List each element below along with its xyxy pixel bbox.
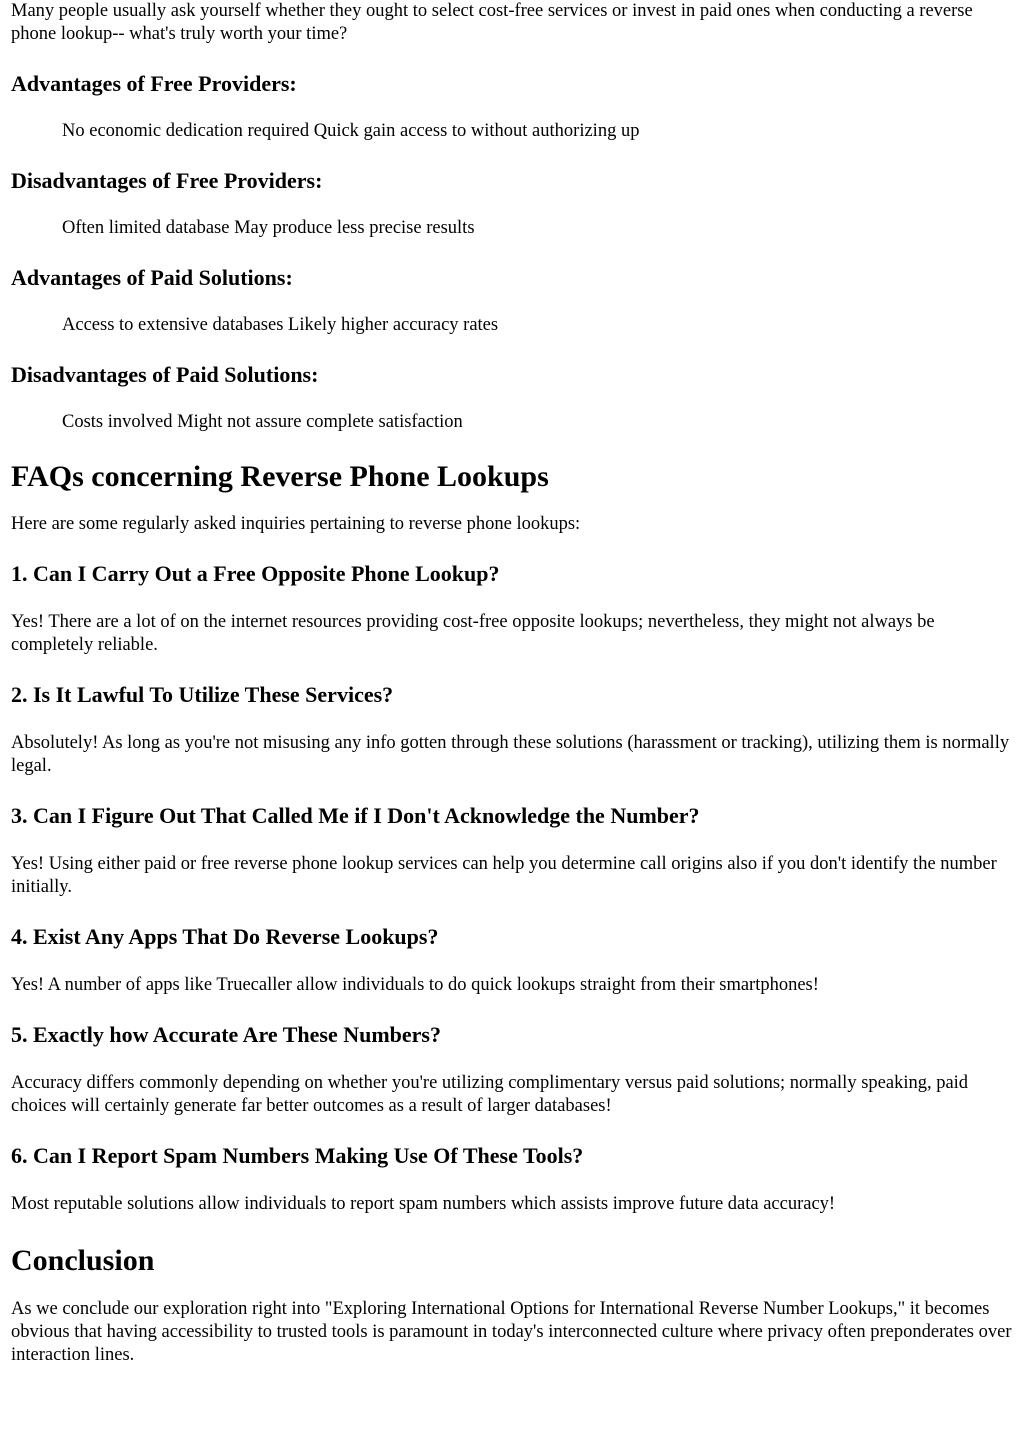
comparison-heading: Advantages of Paid Solutions: (11, 265, 293, 290)
comparison-text: Access to extensive databases Likely higher accuracy rates (62, 315, 499, 335)
faq-answer: Accuracy differs commonly depending on whether you're utilizing complimentary versus paid solutions; normally speaking, paid choices will certainly generate far better outcomes as a result of larger databases! (11, 1073, 969, 1116)
comparison-heading: Disadvantages of Paid Solutions: (11, 362, 319, 387)
conclusion-title: Conclusion (11, 1244, 155, 1277)
faq-question: 4. Exist Any Apps That Do Reverse Lookups? (11, 924, 439, 949)
comparison-section (11, 71, 1013, 434)
faq-answer: Yes! A number of apps like Truecaller allow individuals to do quick lookups straight from their smartphones! (11, 975, 819, 995)
conclusion-section (11, 1243, 1013, 1367)
faq-question: 1. Can I Carry Out a Free Opposite Phone Lookup? (11, 561, 500, 586)
faq-title: FAQs concerning Reverse Phone Lookups (11, 460, 549, 493)
comparison-text: Costs involved Might not assure complete satisfaction (62, 412, 463, 432)
comparison-text: Often limited database May produce less precise results (62, 218, 475, 238)
faq-section (11, 459, 1013, 1216)
faq-answer: Yes! Using either paid or free reverse phone lookup services can help you determine call origins also if you don't identify the number initially. (11, 854, 997, 897)
comparison-heading: Disadvantages of Free Providers: (11, 168, 323, 193)
faq-question: 3. Can I Figure Out That Called Me if I Don't Acknowledge the Number? (11, 803, 700, 828)
faq-intro: Here are some regularly asked inquiries pertaining to reverse phone lookups: (11, 514, 581, 534)
intro-paragraph: Many people usually ask yourself whether they ought to select cost-free services or invest in paid ones when conducting a reverse phone lookup-- what's truly worth your time? (11, 1, 973, 44)
faq-answer: Yes! There are a lot of on the internet resources providing cost-free opposite lookups; nevertheless, they might not always be completely reliable. (11, 612, 935, 655)
comparison-heading: Advantages of Free Providers: (11, 71, 297, 96)
comparison-text: No economic dedication required Quick gain access to without authorizing up (62, 121, 640, 141)
faq-answer: Most reputable solutions allow individuals to report spam numbers which assists improve future data accuracy! (11, 1194, 836, 1214)
conclusion-paragraph: As we conclude our exploration right into "Exploring International Options for International Reverse Number Lookups," it becomes obvious that having accessibility to trusted tools is paramount in today's interconnected culture where privacy often preponderates over interaction lines. (11, 1299, 1012, 1365)
faq-question: 2. Is It Lawful To Utilize These Services? (11, 682, 394, 707)
faq-question: 5. Exactly how Accurate Are These Numbers? (11, 1022, 441, 1047)
faq-answer: Absolutely! As long as you're not misusing any info gotten through these solutions (harassment or tracking), utilizing them is normally legal. (11, 733, 1010, 776)
faq-question: 6. Can I Report Spam Numbers Making Use Of These Tools? (11, 1143, 584, 1168)
